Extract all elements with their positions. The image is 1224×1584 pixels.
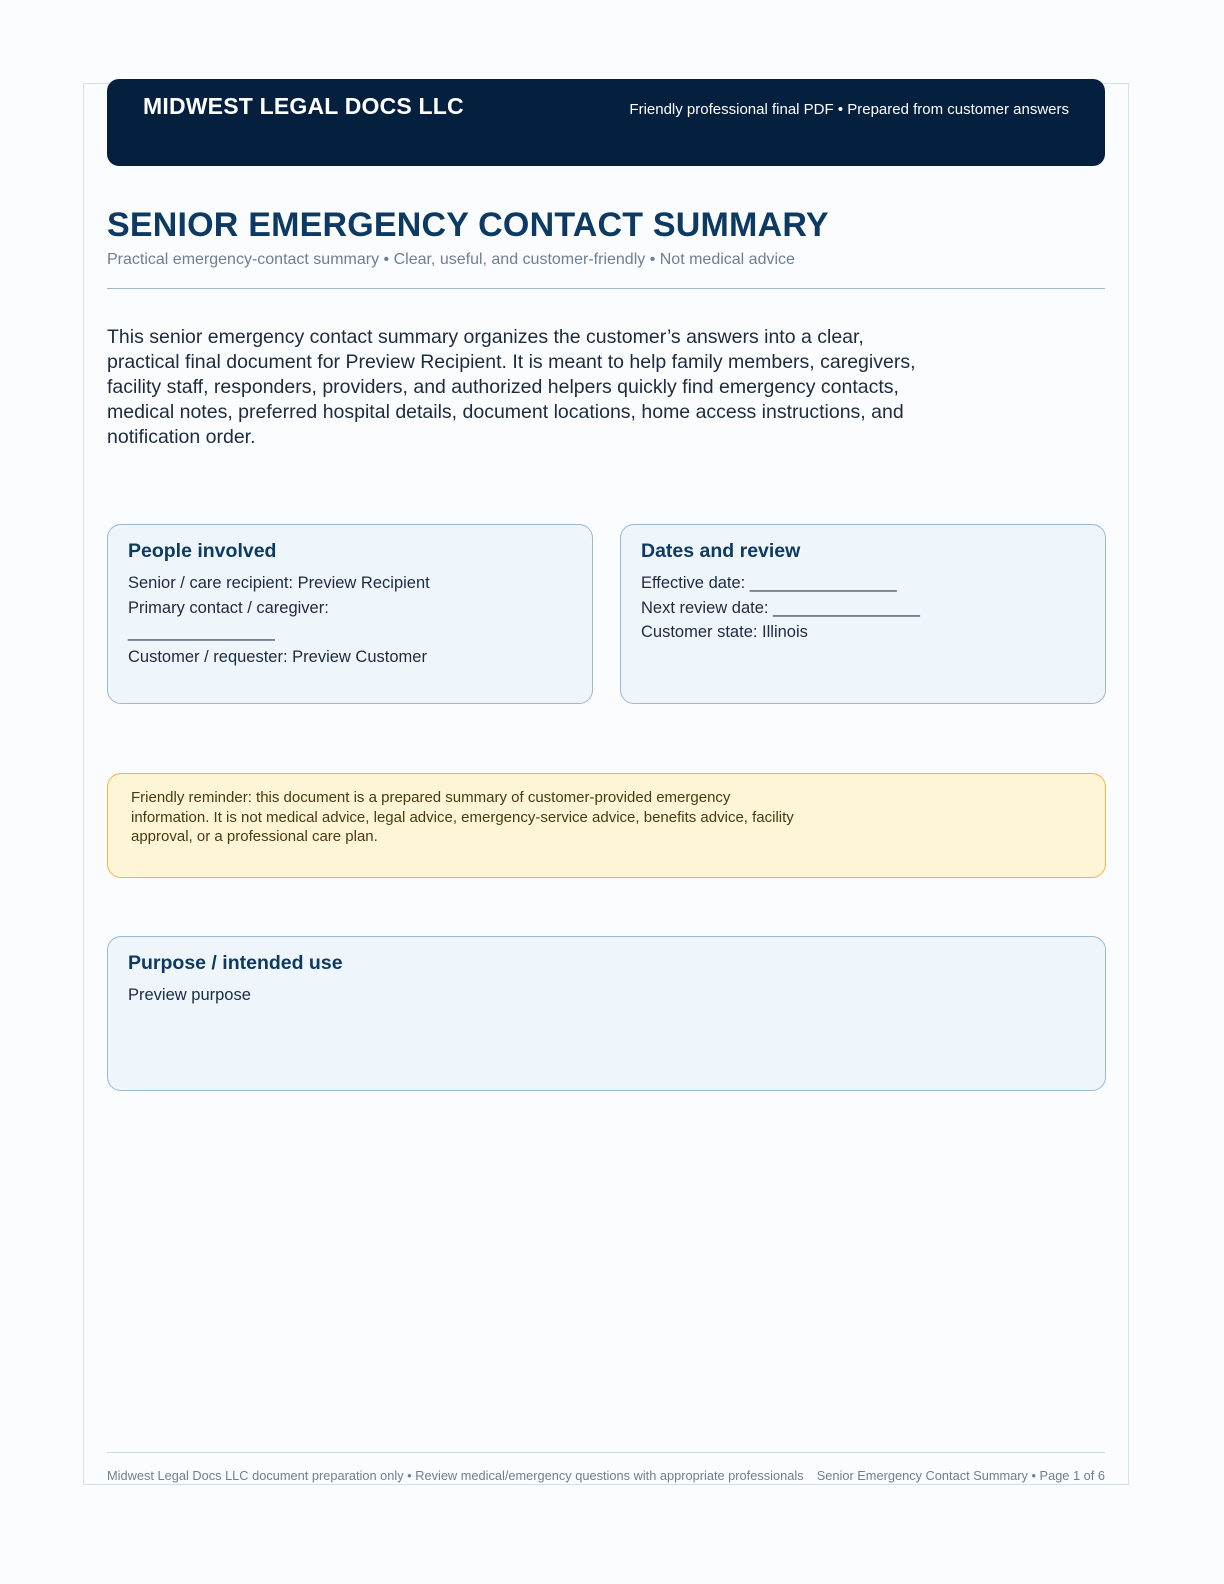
customer-requester-line: Customer / requester: Preview Customer	[128, 647, 427, 666]
header-banner	[107, 79, 1105, 166]
footer-page-info: Senior Emergency Contact Summary • Page 1 of 6	[816, 1468, 1105, 1483]
title-divider	[107, 288, 1105, 289]
friendly-reminder-box	[107, 773, 1106, 878]
purpose-text: Preview purpose	[128, 986, 251, 1004]
page-title: SENIOR EMERGENCY CONTACT SUMMARY	[107, 206, 829, 244]
next-review-date-line: Next review date: ________________	[641, 598, 920, 617]
intro-paragraph: This senior emergency contact summary organizes the customer’s answers into a clear, practical final document for Preview Recipient. It is meant to help family members, caregivers, facility staff, responders, providers, and authorized helpers quickly find emergency contacts, medical notes, preferred hospital details, document locations, home access instructions, and notification order.	[107, 326, 916, 448]
footer-divider	[107, 1452, 1105, 1453]
purpose-title: Purpose / intended use	[128, 952, 343, 974]
dates-review-title: Dates and review	[641, 540, 801, 562]
header-tagline: Friendly professional final PDF • Prepared from customer answers	[629, 101, 1069, 118]
care-recipient-line: Senior / care recipient: Preview Recipient	[128, 574, 430, 592]
people-involved-title: People involved	[128, 540, 277, 562]
friendly-reminder-text: Friendly reminder: this document is a prepared summary of customer-provided emergency information. It is not medical advice, legal advice, emergency-service advice, benefits advice, facility approval, or a professional care plan.	[131, 789, 794, 845]
primary-contact-line: Primary contact / caregiver: ________________	[128, 598, 329, 641]
page-subtitle: Practical emergency-contact summary • Clear, useful, and customer-friendly • Not medical advice	[107, 251, 795, 268]
brand-name: MIDWEST LEGAL DOCS LLC	[143, 93, 464, 119]
footer-disclaimer: Midwest Legal Docs LLC document preparation only • Review medical/emergency questions with appropriate professionals	[107, 1468, 804, 1483]
purpose-card	[107, 936, 1106, 1091]
customer-state-line: Customer state: Illinois	[641, 623, 808, 641]
dates-review-card	[620, 524, 1106, 704]
effective-date-line: Effective date: ________________	[641, 574, 897, 592]
people-involved-card	[107, 524, 593, 704]
